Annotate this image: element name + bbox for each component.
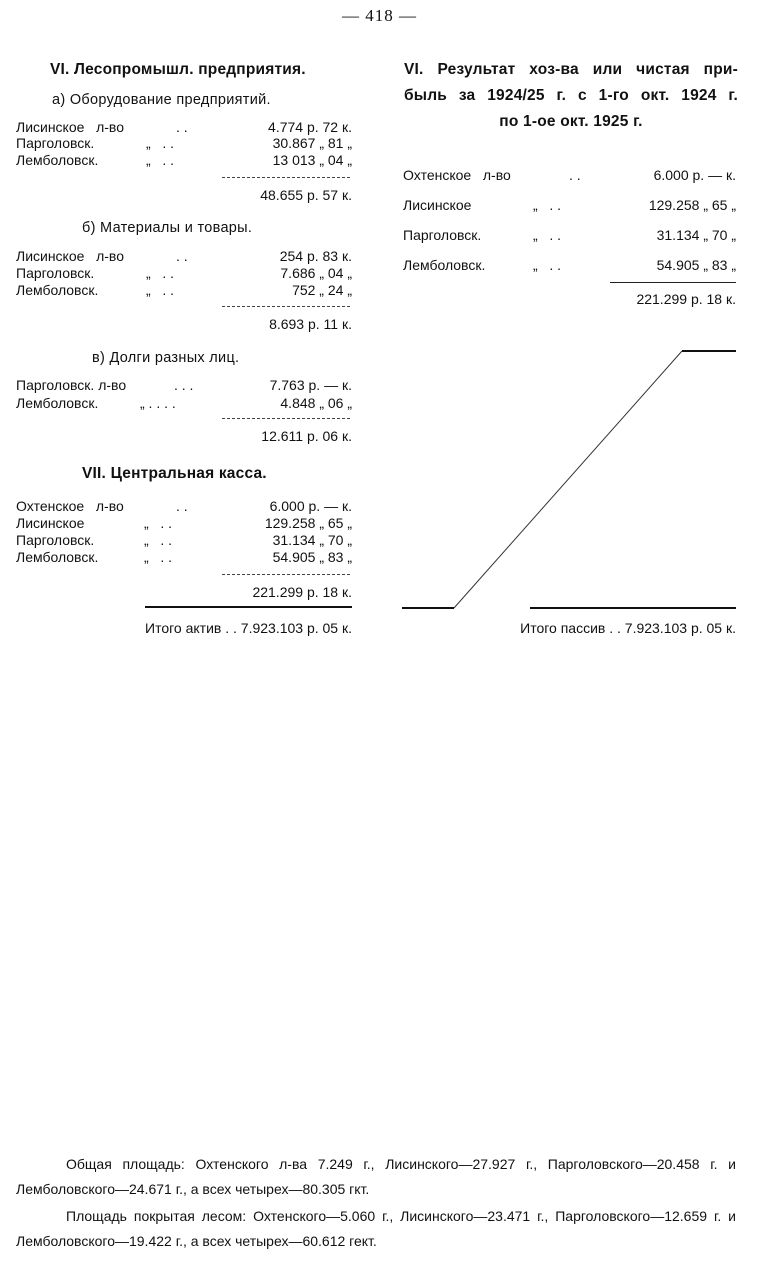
row-amount: 129.258 „ 65 „: [264, 515, 352, 531]
stroke-diagonal: [454, 351, 682, 608]
row-dots: „ . .: [533, 197, 561, 213]
group-total: 12.611 р. 06 к.: [261, 428, 352, 444]
section-vii-title: VII. Центральная касса.: [82, 465, 267, 482]
table-row: [16, 135, 352, 152]
group-heading: б) Материалы и товары.: [82, 220, 253, 236]
table-row: [16, 152, 352, 169]
row-amount: 6.000 р. — к.: [653, 167, 736, 183]
group-total: 48.655 р. 57 к.: [260, 187, 352, 203]
grand-total-rule: [145, 606, 352, 608]
row-name: Лисинское: [403, 197, 472, 213]
row-dots: „ . .: [144, 532, 172, 548]
footer-notes: [16, 1152, 736, 1254]
total-area-note: Общая площадь: Охтенского л-ва 7.249 г., Лисинского—27.927 г., Парголовского—20.458 г. и Лемболовского—24.671 г., а всех четырех—80.305 гкт.: [16, 1156, 736, 1197]
row-amount: 752 „ 24 „: [292, 282, 352, 298]
sum-rule: [222, 418, 350, 419]
section-vi-title: VI. Лесопромышл. предприятия.: [50, 61, 306, 78]
table-row: [403, 166, 736, 184]
row-name: Парголовск.: [16, 532, 95, 548]
row-name: Охтенское л-во: [403, 167, 511, 183]
row-amount: 30.867 „ 81 „: [272, 135, 352, 151]
result-title-line3: по 1-ое окт. 1925 г.: [499, 113, 643, 130]
row-dots: „ . .: [533, 227, 561, 243]
row-amount: 4.848 „ 06 „: [280, 395, 352, 411]
sum-rule: [610, 282, 736, 283]
table-row: [16, 532, 352, 549]
row-amount: 7.686 „ 04 „: [280, 265, 352, 281]
section-total: 221.299 р. 18 к.: [252, 584, 352, 600]
row-name: Парголовск.: [16, 135, 95, 151]
row-dots: . .: [176, 248, 188, 264]
row-name: Лемболовск.: [16, 549, 99, 565]
row-amount: 31.134 „ 70 „: [656, 227, 736, 243]
row-dots: „ . . . .: [140, 395, 176, 411]
table-row: [16, 377, 352, 394]
row-dots: „ . .: [144, 549, 172, 565]
row-name: Лисинское: [16, 515, 85, 531]
row-name: Лемболовск.: [16, 395, 99, 411]
table-row: [403, 256, 736, 274]
table-row: [16, 265, 352, 282]
total-liabilities: Итого пассив . . 7.923.103 р. 05 к.: [520, 620, 736, 636]
row-amount: 129.258 „ 65 „: [648, 197, 736, 213]
table-row: [16, 248, 352, 265]
table-row: [16, 498, 352, 515]
row-dots: . .: [176, 498, 188, 514]
row-dots: . . .: [174, 377, 194, 393]
table-row: [16, 118, 352, 136]
group-heading: а) Оборудование предприятий.: [52, 92, 271, 108]
row-dots: „ . .: [146, 282, 174, 298]
total-assets: Итого актив . . 7.923.103 р. 05 к.: [145, 620, 352, 636]
table-row: [16, 395, 352, 412]
row-name: Лисинское л-во: [16, 119, 124, 135]
row-amount: 13 013 „ 04 „: [272, 152, 352, 168]
sum-rule: [222, 306, 350, 307]
row-dots: „ . .: [146, 152, 174, 168]
row-amount: 6.000 р. — к.: [269, 498, 352, 514]
row-name: Лемболовск.: [16, 282, 99, 298]
table-row: [403, 226, 736, 244]
row-amount: 4.774 р. 72 к.: [268, 119, 352, 135]
page-number: — 418 —: [342, 6, 417, 25]
result-total: 221.299 р. 18 к.: [636, 291, 736, 307]
row-name: Парголовск. л-во: [16, 377, 127, 393]
table-row: [16, 549, 352, 566]
row-name: Лемболовск.: [403, 257, 486, 273]
row-dots: „ . .: [533, 257, 561, 273]
group-total: 8.693 р. 11 к.: [269, 316, 352, 332]
row-amount: 54.905 „ 83 „: [272, 549, 352, 565]
forest-area-note: Площадь покрытая лесом: Охтенского—5.060 г., Лисинского—23.471 г., Парголовского—12.659 г. и Лемболовского—19.422 г., а всех четырех—60.612 гект.: [16, 1208, 736, 1249]
row-amount: 7.763 р. — к.: [269, 377, 352, 393]
row-name: Охтенское л-во: [16, 498, 124, 514]
table-row: [403, 196, 736, 214]
result-title-line2: быль за 1924/25 г. с 1-го окт. 1924 г.: [404, 87, 738, 104]
row-amount: 254 р. 83 к.: [279, 248, 352, 264]
row-dots: . .: [569, 167, 581, 183]
row-amount: 54.905 „ 83 „: [656, 257, 736, 273]
row-dots: „ . .: [144, 515, 172, 531]
row-dots: „ . .: [146, 135, 174, 151]
sum-rule: [222, 177, 350, 178]
row-dots: . .: [176, 119, 188, 135]
row-dots: „ . .: [146, 265, 174, 281]
row-name: Лисинское л-во: [16, 248, 124, 264]
row-name: Парголовск.: [16, 265, 95, 281]
sum-rule: [222, 574, 350, 575]
row-amount: 31.134 „ 70 „: [272, 532, 352, 548]
table-row: [16, 515, 352, 532]
row-name: Лемболовск.: [16, 152, 99, 168]
row-name: Парголовск.: [403, 227, 482, 243]
cancel-stroke: [400, 340, 740, 615]
group-heading: в) Долги разных лиц.: [92, 350, 240, 366]
result-title-line1: VI. Результат хоз-ва или чистая при-: [404, 61, 738, 78]
table-row: [16, 282, 352, 299]
